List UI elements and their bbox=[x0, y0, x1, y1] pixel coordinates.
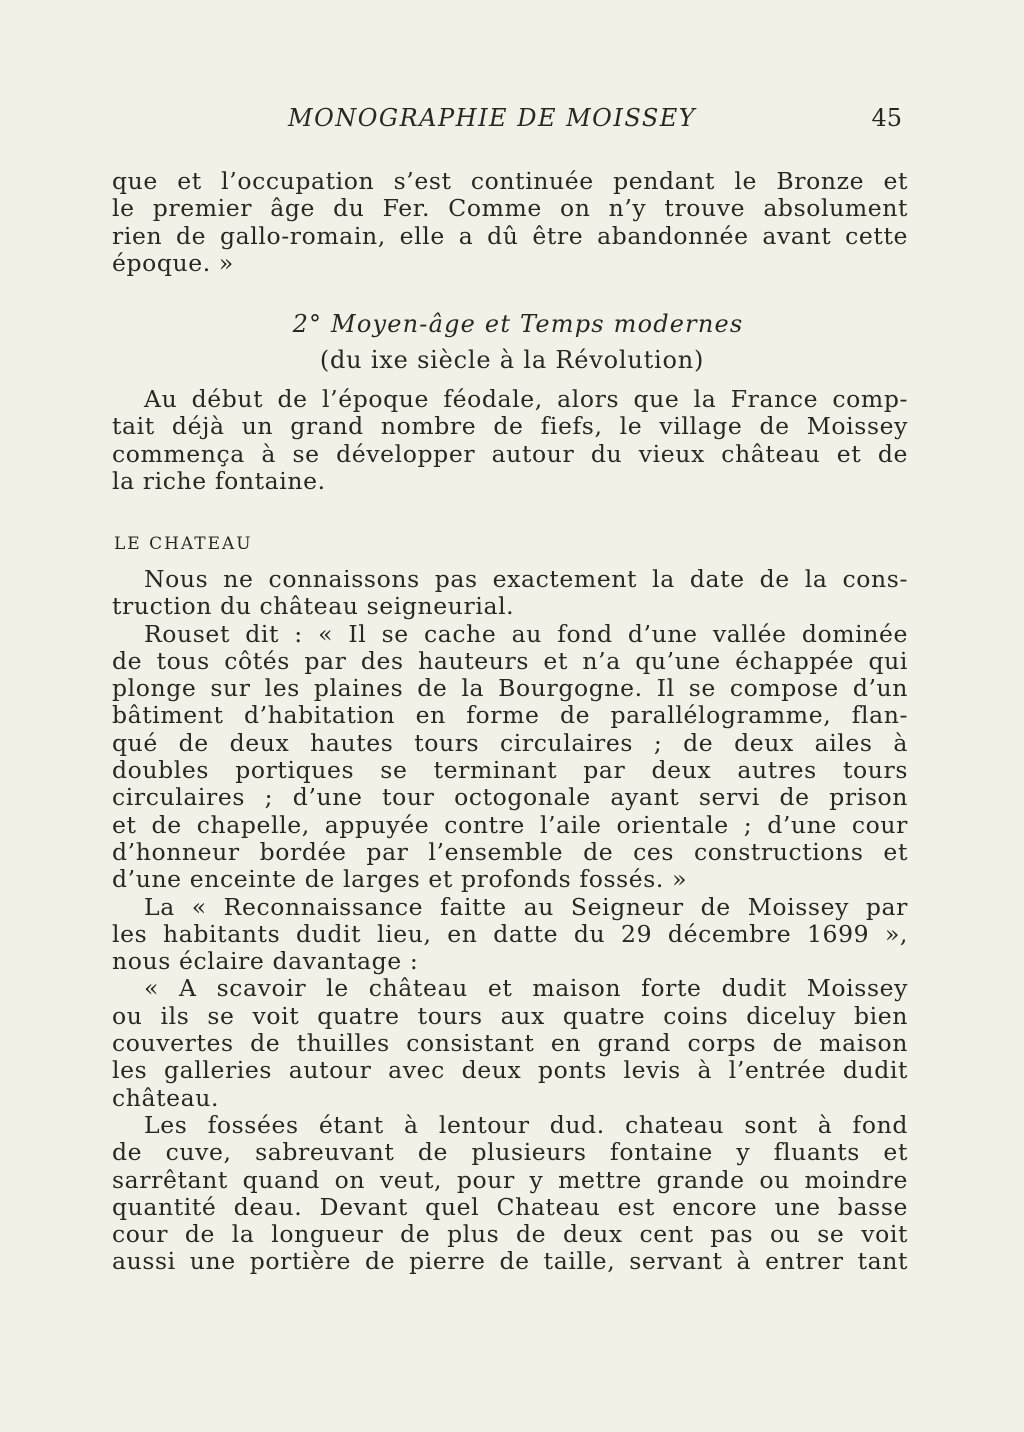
text-line: Les fossées étant à lentour dud. chateau sont à fond bbox=[144, 1110, 908, 1139]
text-line: truction du château seigneurial. bbox=[112, 592, 515, 621]
text-line: château. bbox=[112, 1083, 220, 1112]
text-line: bâtiment d’habitation en forme de parallélogramme, flan- bbox=[112, 701, 908, 730]
text-line: rien de gallo-romain, elle a dû être abandonnée avant cette bbox=[112, 221, 908, 250]
text-line: les habitants dudit lieu, en datte du 29 décembre 1699 », bbox=[112, 919, 908, 948]
page-header bbox=[112, 104, 902, 140]
text-line: cour de la longueur de plus de deux cent pas ou se voit bbox=[112, 1220, 908, 1249]
text-line: d’une enceinte de larges et profonds fossés. » bbox=[112, 865, 688, 894]
text-line: plonge sur les plaines de la Bourgogne. Il se compose d’un bbox=[112, 674, 908, 703]
text-line: commença à se développer autour du vieux château et de bbox=[112, 439, 908, 468]
text-line: La « Reconnaissance faitte au Seigneur de Moissey par bbox=[144, 892, 908, 921]
section-subheading: (du ixe siècle à la Révolution) bbox=[319, 346, 705, 374]
page-number: 45 bbox=[871, 104, 902, 132]
running-title: MONOGRAPHIE DE MOISSEY bbox=[288, 104, 697, 132]
text-line: circulaires ; d’une tour octogonale ayant servi de prison bbox=[112, 783, 908, 812]
text-line: nous éclaire davantage : bbox=[112, 947, 419, 976]
section-heading: 2° Moyen-âge et Temps modernes bbox=[292, 310, 744, 338]
text-line: les galleries autour avec deux ponts levis à l’entrée dudit bbox=[112, 1056, 908, 1085]
paragraph-feodal bbox=[112, 386, 908, 495]
text-line: que et l’occupation s’est continuée pendant le Bronze et bbox=[112, 167, 908, 195]
text-line: aussi une portière de pierre de taille, servant à entrer tant bbox=[112, 1247, 908, 1276]
text-line: sarrêtant quand on veut, pour y mettre grande ou moindre bbox=[112, 1165, 908, 1194]
text-line: Rouset dit : « Il se cache au fond d’une vallée dominée bbox=[144, 619, 908, 648]
text-line: qué de deux hautes tours circulaires ; de deux ailes à bbox=[112, 728, 908, 757]
text-line: époque. » bbox=[112, 248, 234, 277]
text-line: doubles portiques se terminant par deux autres tours bbox=[112, 756, 908, 785]
text-line: d’honneur bordée par l’ensemble de ces constructions et bbox=[112, 837, 908, 866]
paragraph-continuation bbox=[112, 168, 908, 277]
text-line: de tous côtés par des hauteurs et n’a qu’une échappée qui bbox=[112, 646, 908, 675]
text-line: tait déjà un grand nombre de fiefs, le village de Moissey bbox=[112, 412, 908, 441]
text-line: la riche fontaine. bbox=[112, 466, 326, 495]
text-line: Nous ne connaissons pas exactement la date de la cons- bbox=[144, 565, 908, 593]
text-line: Au début de l’époque féodale, alors que la France comp- bbox=[144, 385, 908, 413]
text-line: couvertes de thuilles consistant en grand corps de maison bbox=[112, 1029, 908, 1058]
text-line: et de chapelle, appuyée contre l’aile orientale ; d’une cour bbox=[112, 810, 908, 839]
text-line: le premier âge du Fer. Comme on n’y trouve absolument bbox=[112, 194, 908, 223]
text-line: quantité deau. Devant quel Chateau est encore une basse bbox=[112, 1192, 908, 1221]
chateau-text bbox=[112, 566, 908, 1276]
text-line: de cuve, sabreuvant de plusieurs fontaine y fluants et bbox=[112, 1138, 908, 1167]
text-line: ou ils se voit quatre tours aux quatre coins diceluy bien bbox=[112, 1001, 908, 1030]
chateau-heading: LE CHATEAU bbox=[114, 534, 253, 554]
text-line: « A scavoir le château et maison forte dudit Moissey bbox=[144, 974, 908, 1003]
